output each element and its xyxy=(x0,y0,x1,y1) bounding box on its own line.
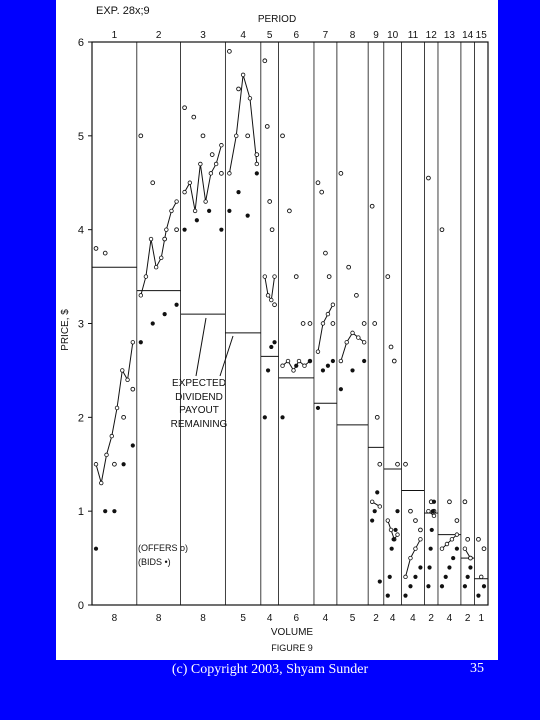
transaction-point xyxy=(396,533,400,537)
y-axis-label: PRICE, $ xyxy=(60,309,71,351)
transaction-point xyxy=(115,406,119,410)
slide-number: 35 xyxy=(470,661,484,676)
offer-point xyxy=(331,322,335,326)
transaction-point xyxy=(331,303,335,307)
offer-point xyxy=(273,303,277,307)
transaction-point xyxy=(292,369,296,373)
transaction-point xyxy=(440,547,444,551)
transaction-point xyxy=(255,162,259,166)
bid-point xyxy=(413,575,417,579)
transaction-point xyxy=(303,364,307,368)
transaction-point xyxy=(154,265,158,269)
bid-point xyxy=(103,509,107,513)
volume-label: 6 xyxy=(293,613,300,624)
period-label: 15 xyxy=(475,30,487,41)
period-label: 8 xyxy=(349,30,356,41)
offer-point xyxy=(255,153,259,157)
bid-point xyxy=(393,528,397,532)
bid-point xyxy=(326,364,330,368)
annotation-line-4: REMAINING xyxy=(170,419,228,430)
offer-point xyxy=(419,528,423,532)
offer-point xyxy=(392,359,396,363)
offer-point xyxy=(463,500,467,504)
offer-point xyxy=(355,293,359,297)
bid-point xyxy=(350,368,354,372)
transaction-point xyxy=(357,336,361,340)
bid-point xyxy=(316,406,320,410)
volume-label: 5 xyxy=(349,613,356,624)
transaction-point xyxy=(266,294,270,298)
offer-point xyxy=(268,200,272,204)
bid-point xyxy=(463,584,467,588)
offer-point xyxy=(414,519,418,523)
bid-point xyxy=(195,218,199,222)
y-tick-label: 5 xyxy=(77,130,84,143)
bid-point xyxy=(426,584,430,588)
offer-point xyxy=(469,556,473,560)
copyright-text: (c) Copyright 2003, Shyam Sunder xyxy=(171,662,369,677)
bid-point xyxy=(440,584,444,588)
offer-point xyxy=(113,462,117,466)
transaction-point xyxy=(241,73,245,77)
bid-point xyxy=(207,209,211,213)
bid-point xyxy=(444,575,448,579)
offer-point xyxy=(409,509,413,513)
offer-point xyxy=(270,228,274,232)
transaction-point xyxy=(94,462,98,466)
transaction-point xyxy=(204,200,208,204)
bid-point xyxy=(139,340,143,344)
bid-point xyxy=(246,213,250,217)
volume-label: 8 xyxy=(155,613,162,624)
offer-point xyxy=(183,106,187,110)
bid-point xyxy=(272,340,276,344)
bid-point xyxy=(370,518,374,522)
volume-label: 2 xyxy=(464,613,471,624)
chart-title: EXP. 28x;9 xyxy=(96,5,150,17)
transaction-point xyxy=(248,97,252,101)
bid-point xyxy=(430,528,434,532)
bid-point xyxy=(447,565,451,569)
period-label: 3 xyxy=(200,30,206,41)
offer-point xyxy=(339,171,343,175)
bid-point xyxy=(432,500,436,504)
transaction-point xyxy=(409,556,413,560)
offer-point xyxy=(404,462,408,466)
offer-point xyxy=(378,462,382,466)
period-label: 2 xyxy=(155,30,162,41)
bid-point xyxy=(429,547,433,551)
transaction-path xyxy=(185,145,222,211)
bid-point xyxy=(182,228,186,232)
transaction-point xyxy=(404,575,408,579)
bid-point xyxy=(94,547,98,551)
bid-point xyxy=(263,415,267,419)
offer-point xyxy=(448,500,452,504)
transaction-point xyxy=(321,322,325,326)
bid-point xyxy=(455,547,459,551)
transaction-point xyxy=(450,538,454,542)
offer-point xyxy=(440,228,444,232)
period-label: 12 xyxy=(425,30,437,41)
volume-label: 4 xyxy=(410,613,416,624)
period-label: 7 xyxy=(322,30,329,41)
transaction-point xyxy=(120,369,124,373)
bid-point xyxy=(151,321,155,325)
transaction-point xyxy=(126,378,130,382)
bid-point xyxy=(131,443,135,447)
bid-point xyxy=(362,359,366,363)
bid-point xyxy=(375,490,379,494)
transaction-point xyxy=(316,350,320,354)
transaction-point xyxy=(105,453,109,457)
period-label: 11 xyxy=(407,30,419,41)
transaction-point xyxy=(286,359,290,363)
transaction-point xyxy=(269,298,273,302)
bid-point xyxy=(408,584,412,588)
offer-point xyxy=(94,247,98,251)
bid-point xyxy=(174,303,178,307)
offer-point xyxy=(122,415,126,419)
transaction-path xyxy=(442,535,457,549)
bid-point xyxy=(431,509,435,513)
transaction-path xyxy=(341,333,364,361)
bid-point xyxy=(339,387,343,391)
offer-point xyxy=(151,181,155,185)
transaction-point xyxy=(220,143,224,147)
transaction-point xyxy=(263,275,267,279)
period-label: 4 xyxy=(240,30,246,41)
bid-point xyxy=(482,584,486,588)
transaction-point xyxy=(351,331,355,335)
transaction-point xyxy=(389,528,393,532)
transaction-point xyxy=(414,547,418,551)
offer-point xyxy=(477,537,481,541)
bid-point xyxy=(466,575,470,579)
offer-point xyxy=(265,125,269,129)
figure-caption: FIGURE 9 xyxy=(271,643,313,653)
bid-point xyxy=(386,594,390,598)
transaction-path xyxy=(406,539,421,577)
offer-point xyxy=(210,153,214,157)
annotation-line-3: PAYOUT xyxy=(179,405,219,416)
y-tick-label: 0 xyxy=(77,600,84,612)
offer-point xyxy=(427,176,431,180)
chart-figure xyxy=(56,0,498,660)
transaction-point xyxy=(273,275,277,279)
bid-point xyxy=(321,368,325,372)
offer-point xyxy=(131,387,135,391)
top-axis-label: PERIOD xyxy=(257,14,297,25)
transaction-path xyxy=(141,202,177,296)
transaction-point xyxy=(386,519,390,523)
offer-point xyxy=(139,134,143,138)
bid-point xyxy=(112,509,116,513)
offer-point xyxy=(103,251,107,255)
bid-point xyxy=(418,565,422,569)
bid-point xyxy=(403,594,407,598)
y-tick-label: 6 xyxy=(77,37,84,49)
volume-label: 4 xyxy=(266,613,273,624)
bid-point xyxy=(331,359,335,363)
offer-point xyxy=(192,115,196,119)
y-tick-label: 1 xyxy=(77,506,84,519)
volume-label: 2 xyxy=(373,613,379,624)
offer-point xyxy=(320,190,324,194)
bid-point xyxy=(476,594,480,598)
transaction-point xyxy=(159,256,163,260)
offer-point xyxy=(396,462,400,466)
transaction-point xyxy=(445,542,449,546)
volume-label: 4 xyxy=(446,613,453,624)
bid-point xyxy=(392,537,396,541)
bid-point xyxy=(255,171,259,175)
transaction-point xyxy=(110,434,114,438)
annotation-line-2: DIVIDEND xyxy=(175,392,223,403)
offer-point xyxy=(246,134,250,138)
bid-point xyxy=(308,359,312,363)
bid-point xyxy=(378,579,382,583)
transaction-point xyxy=(419,538,423,542)
bid-point xyxy=(427,565,431,569)
volume-label: 1 xyxy=(478,613,485,624)
y-tick-label: 3 xyxy=(77,318,84,331)
period-label: 6 xyxy=(293,30,300,41)
transaction-point xyxy=(175,200,179,204)
transaction-path xyxy=(318,305,333,352)
offer-point xyxy=(175,228,179,232)
volume-label: 4 xyxy=(389,613,396,624)
period-label: 5 xyxy=(266,30,273,41)
bid-point xyxy=(163,312,167,316)
transaction-point xyxy=(139,294,143,298)
bid-point xyxy=(219,228,223,232)
bid-point xyxy=(468,565,472,569)
volume-label: 5 xyxy=(240,613,246,624)
y-tick-label: 2 xyxy=(77,412,84,425)
volume-label: 8 xyxy=(111,613,118,624)
offer-point xyxy=(219,171,223,175)
offer-point xyxy=(327,275,331,279)
volume-label: 2 xyxy=(428,613,434,624)
transaction-point xyxy=(234,134,238,138)
offer-point xyxy=(482,547,486,551)
x-axis-label: VOLUME xyxy=(270,627,314,638)
bid-point xyxy=(236,190,240,194)
transaction-point xyxy=(479,575,483,579)
transaction-point xyxy=(326,312,330,316)
bid-point xyxy=(451,556,455,560)
transaction-point xyxy=(170,209,174,213)
transaction-path xyxy=(229,75,256,174)
price-chart xyxy=(56,0,498,660)
offer-point xyxy=(201,134,205,138)
offer-point xyxy=(263,59,267,63)
offer-point xyxy=(389,345,393,349)
offer-point xyxy=(455,519,459,523)
transaction-point xyxy=(228,172,232,176)
offer-point xyxy=(373,322,377,326)
bid-point xyxy=(269,345,273,349)
offer-point xyxy=(466,537,470,541)
transaction-point xyxy=(149,237,153,241)
offer-point xyxy=(237,87,241,91)
bid-point xyxy=(266,368,270,372)
offer-point xyxy=(324,251,328,255)
legend-bids: (BIDS •) xyxy=(138,557,171,567)
offer-point xyxy=(362,322,366,326)
transaction-point xyxy=(131,340,135,344)
offer-point xyxy=(370,204,374,208)
annotation-arrow-1 xyxy=(196,318,206,376)
transaction-point xyxy=(193,209,197,213)
transaction-point xyxy=(183,190,187,194)
transaction-point xyxy=(144,275,148,279)
volume-label: 4 xyxy=(322,613,329,624)
transaction-point xyxy=(165,228,169,232)
bid-point xyxy=(227,209,231,213)
transaction-point xyxy=(432,514,436,518)
transaction-point xyxy=(99,481,103,485)
annotation-arrow-2 xyxy=(220,336,233,376)
bid-point xyxy=(395,509,399,513)
transaction-point xyxy=(463,547,467,551)
offer-point xyxy=(287,209,291,213)
bid-point xyxy=(388,575,392,579)
period-label: 13 xyxy=(443,30,456,41)
period-label: 10 xyxy=(387,30,399,41)
bid-point xyxy=(390,547,394,551)
bid-point xyxy=(373,509,377,513)
transaction-point xyxy=(188,181,192,185)
bid-point xyxy=(294,364,298,368)
offer-point xyxy=(163,237,167,241)
transaction-point xyxy=(281,364,285,368)
bid-point xyxy=(280,415,284,419)
transaction-point xyxy=(455,533,459,537)
period-label: 1 xyxy=(111,30,118,41)
offer-point xyxy=(294,275,298,279)
offer-point xyxy=(347,265,351,269)
transaction-point xyxy=(362,340,366,344)
transaction-point xyxy=(378,505,382,509)
transaction-point xyxy=(370,500,374,504)
offer-point xyxy=(375,415,379,419)
period-label: 14 xyxy=(462,30,474,41)
legend-offers: (OFFERS o) xyxy=(138,543,189,553)
volume-label: 8 xyxy=(200,613,206,624)
bid-point xyxy=(122,462,126,466)
offer-point xyxy=(316,181,320,185)
transaction-point xyxy=(345,340,349,344)
offer-point xyxy=(227,49,231,53)
offer-point xyxy=(308,322,312,326)
offer-point xyxy=(301,322,305,326)
transaction-point xyxy=(199,162,203,166)
transaction-point xyxy=(209,172,213,176)
offer-point xyxy=(281,134,285,138)
transaction-point xyxy=(214,162,218,166)
period-label: 9 xyxy=(373,30,379,41)
y-tick-label: 4 xyxy=(77,224,84,237)
annotation-line-1: EXPECTED xyxy=(172,378,226,389)
transaction-point xyxy=(297,359,301,363)
transaction-point xyxy=(339,359,343,363)
transaction-point xyxy=(427,509,431,513)
offer-point xyxy=(386,275,390,279)
